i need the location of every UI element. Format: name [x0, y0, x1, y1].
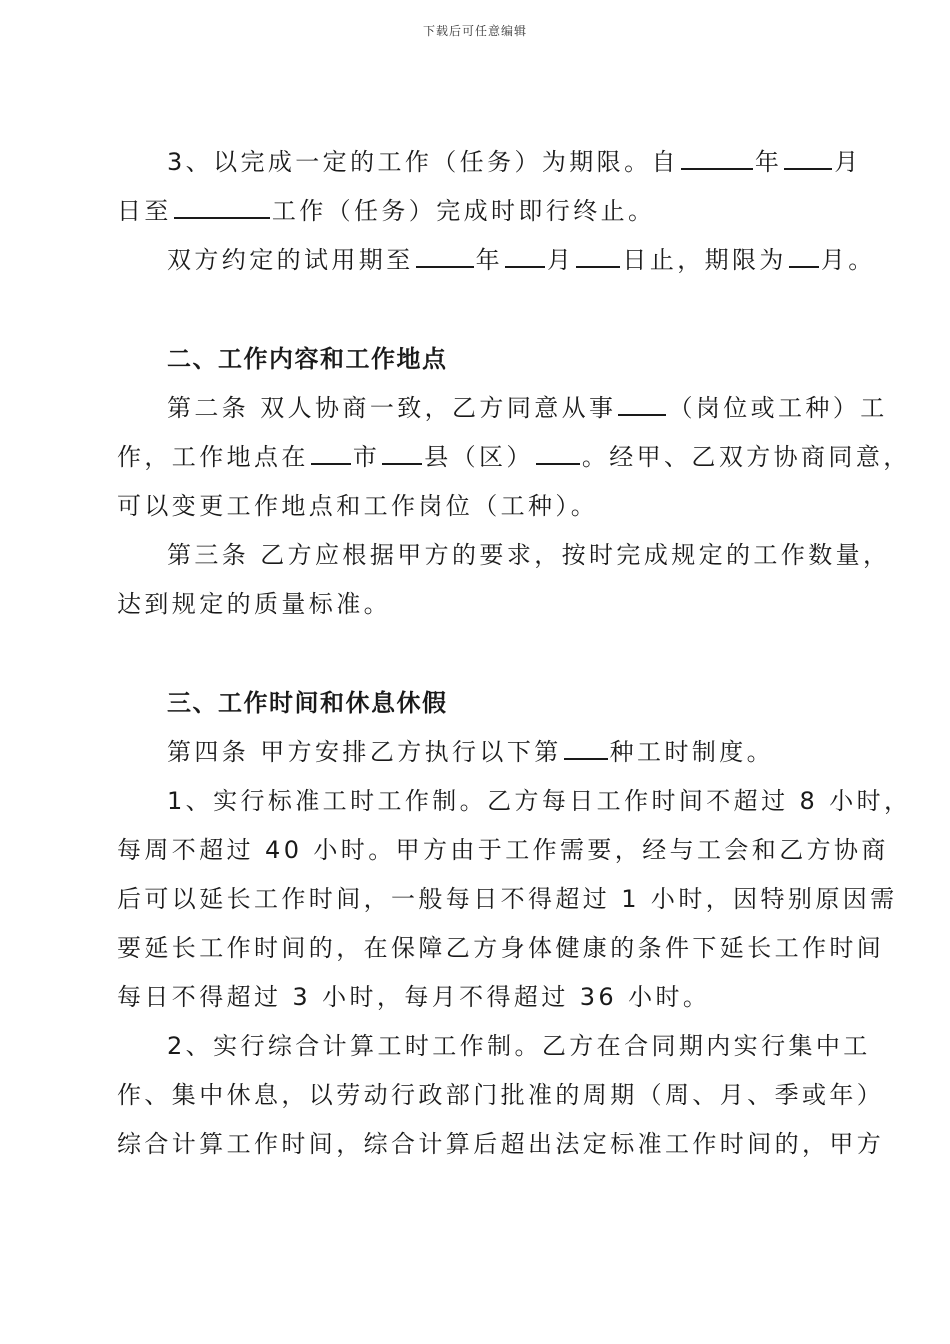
item1-line4: 要延长工作时间的，在保障乙方身体健康的条件下延长工作时间	[117, 934, 885, 962]
article4-text-a: 第四条 甲方安排乙方执行以下第	[167, 738, 562, 766]
term-clause-line2	[117, 187, 857, 236]
hours-system-blank[interactable]	[564, 736, 608, 760]
task-end-text: 工作（任务）完成时即行终止。	[271, 197, 656, 225]
section3-title: 三、工作时间和休息休假	[167, 689, 448, 717]
district-blank[interactable]	[536, 441, 580, 465]
article2-text-a: 第二条 双人协商一致，乙方同意从事	[167, 394, 617, 422]
item1-line2: 每周不超过 40 小时。甲方由于工作需要，经与工会和乙方协商	[117, 836, 889, 864]
probation-year-label: 年	[475, 246, 504, 274]
article2-line2	[117, 433, 911, 482]
probation-year-blank[interactable]	[416, 244, 474, 268]
term-clause-text: 3、以完成一定的工作（任务）为期限。自	[167, 148, 679, 176]
work-location-label: 作，工作地点在	[117, 443, 309, 471]
article4-line	[117, 728, 857, 777]
article4-text-b: 种工时制度。	[609, 738, 775, 766]
document-body	[117, 138, 912, 1169]
month-blank[interactable]	[784, 146, 832, 170]
month-label: 月	[834, 148, 862, 176]
day-to-label: 日至	[117, 197, 172, 225]
section2-title: 二、工作内容和工作地点	[167, 345, 448, 373]
article3-line2: 达到规定的质量标准。	[117, 590, 391, 618]
article2-text-b: （岗位或工种）工	[668, 394, 888, 422]
probation-month-label: 月	[547, 246, 575, 274]
position-blank[interactable]	[618, 392, 666, 416]
page-header: 下载后可任意编辑	[422, 24, 527, 38]
probation-day-blank[interactable]	[576, 244, 620, 268]
section-gap	[117, 629, 857, 679]
article2-line3: 可以变更工作地点和工作岗位（工种）。	[117, 492, 599, 520]
article3-line1: 第三条 乙方应根据甲方的要求，按时完成规定的工作数量，	[167, 541, 891, 569]
city-blank[interactable]	[311, 441, 351, 465]
article2-line1	[117, 384, 888, 433]
probation-day-text: 日止，期限为	[622, 246, 787, 274]
article2-text-d: 。经甲、乙双方协商同意，	[581, 443, 911, 471]
item2-line1: 2、实行综合计算工时工作制。乙方在合同期内实行集中工	[167, 1032, 871, 1060]
year-label: 年	[754, 148, 783, 176]
probation-line	[117, 236, 876, 285]
county-label: 县（区）	[424, 443, 534, 471]
item1-line3: 后可以延长工作时间，一般每日不得超过 1 小时，因特别原因需	[117, 885, 898, 913]
county-blank[interactable]	[382, 441, 422, 465]
item1-line1: 1、实行标准工时工作制。乙方每日工作时间不超过 8 小时，	[167, 787, 912, 815]
year-blank[interactable]	[681, 146, 753, 170]
item1-line5: 每日不得超过 3 小时，每月不得超过 36 小时。	[117, 983, 711, 1011]
section-gap	[117, 285, 857, 335]
probation-period-month-label: 月。	[820, 246, 876, 274]
item2-line3: 综合计算工作时间，综合计算后超出法定标准工作时间的，甲方	[117, 1130, 885, 1158]
term-clause-line1	[117, 138, 862, 187]
day-blank[interactable]	[174, 195, 270, 219]
item2-line2: 作、集中休息，以劳动行政部门批准的周期（周、月、季或年）	[117, 1081, 885, 1109]
city-label: 市	[352, 443, 381, 471]
probation-text: 双方约定的试用期至	[167, 246, 414, 274]
probation-month-blank[interactable]	[505, 244, 545, 268]
probation-period-blank[interactable]	[789, 244, 819, 268]
